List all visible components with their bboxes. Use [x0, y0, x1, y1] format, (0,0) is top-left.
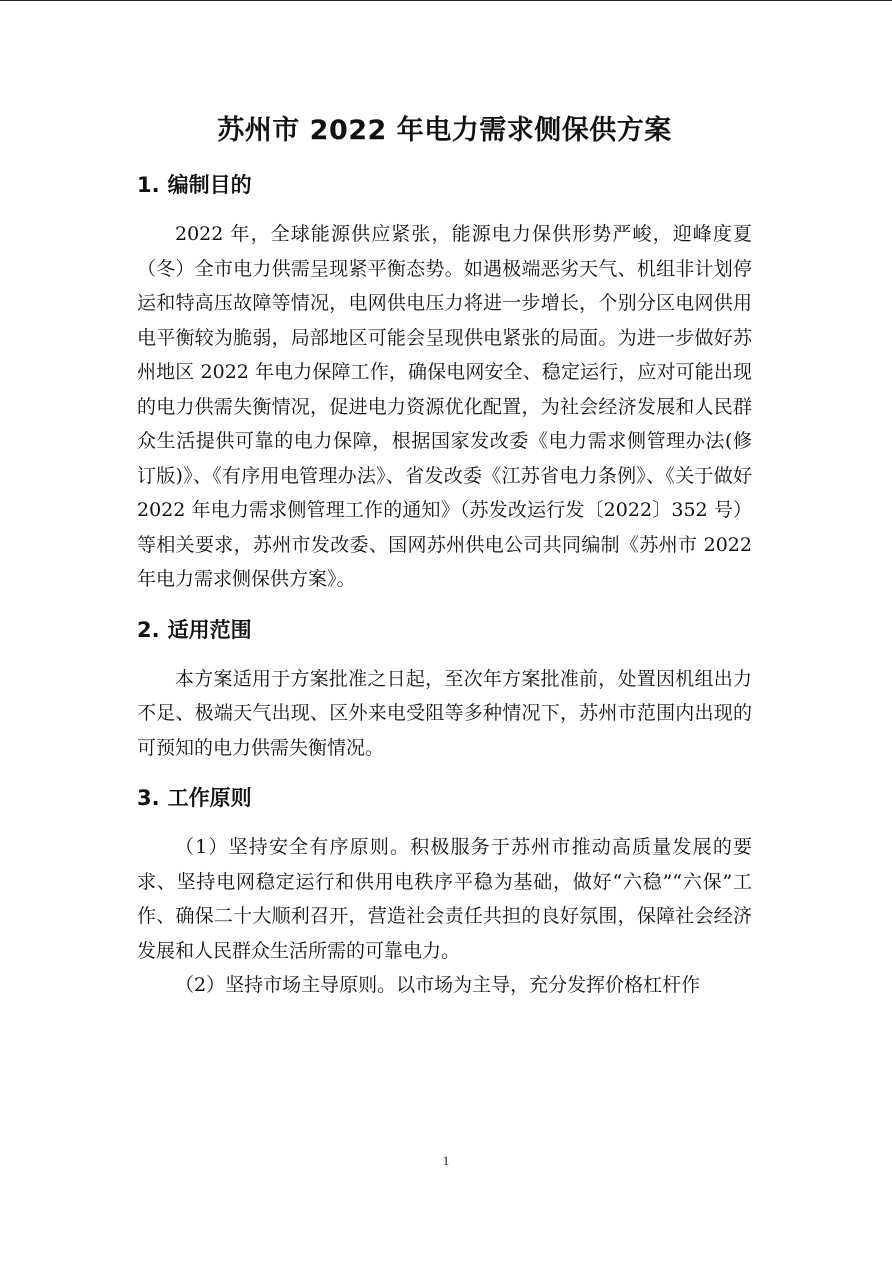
section-title: 编制目的 [167, 173, 252, 197]
paragraph-principle-market: （2）坚持市场主导原则。以市场为主导，充分发挥价格杠杆作 [175, 974, 701, 996]
section-number: 2. [137, 617, 160, 642]
document-body [137, 109, 752, 1003]
section-heading-purpose [137, 167, 752, 203]
section-title: 适用范围 [167, 617, 252, 642]
page-title: 苏州市 2022 年电力需求侧保供方案 [217, 115, 672, 146]
section-heading-scope [137, 612, 752, 648]
section-heading-principles [137, 780, 752, 816]
page-number: 1 [442, 1153, 450, 1168]
paragraph-principle-safety: （1）坚持安全有序原则。积极服务于苏州市推动高质量发展的要求、坚持电网稳定运行和供用电秩序平稳为基础，做好“六稳”“六保”工作、确保二十大顺利召开，营造社会责任共担的良好氛围，保障社会经济发展和人民群众生活所需的可靠电力。 [137, 836, 752, 962]
section-number: 3. [137, 786, 160, 810]
section-title: 工作原则 [167, 786, 252, 810]
paragraph-scope: 本方案适用于方案批准之日起，至次年方案批准前，处置因机组出力不足、极端天气出现、区外来电受阻等多种情况下，苏州市范围内出现的可预知的电力供需失衡情况。 [137, 667, 752, 759]
paragraph-purpose: 2022 年，全球能源供应紧张，能源电力保供形势严峻，迎峰度夏（冬）全市电力供需呈现紧平衡态势。如遇极端恶劣天气、机组非计划停运和特高压故障等情况，电网供电压力将进一步增长，个别分区电网供用电平衡较为脆弱，局部地区可能会呈现供电紧张的局面。为进一步做好苏州地区 2022 年电力保障工作，确保电网安全、稳定运行，应对可能出现的电力供需失衡情况，促进电力资源优化配置，为社会经济发展和人民群众生活提供可靠的电力保障，根据国家发改委《电力需求侧管理办法(修订版)》、《有序用电管理办法》、省发改委《江苏省电力条例》、《关于做好 2022 年电力需求侧管理工作的通知》（苏发改运行发〔2022〕352 号）等相关要求，苏州市发改委、国网苏州供电公司共同编制《苏州市 2022 年电力需求侧保供方案》。 [137, 223, 752, 590]
section-number: 1. [137, 173, 160, 197]
